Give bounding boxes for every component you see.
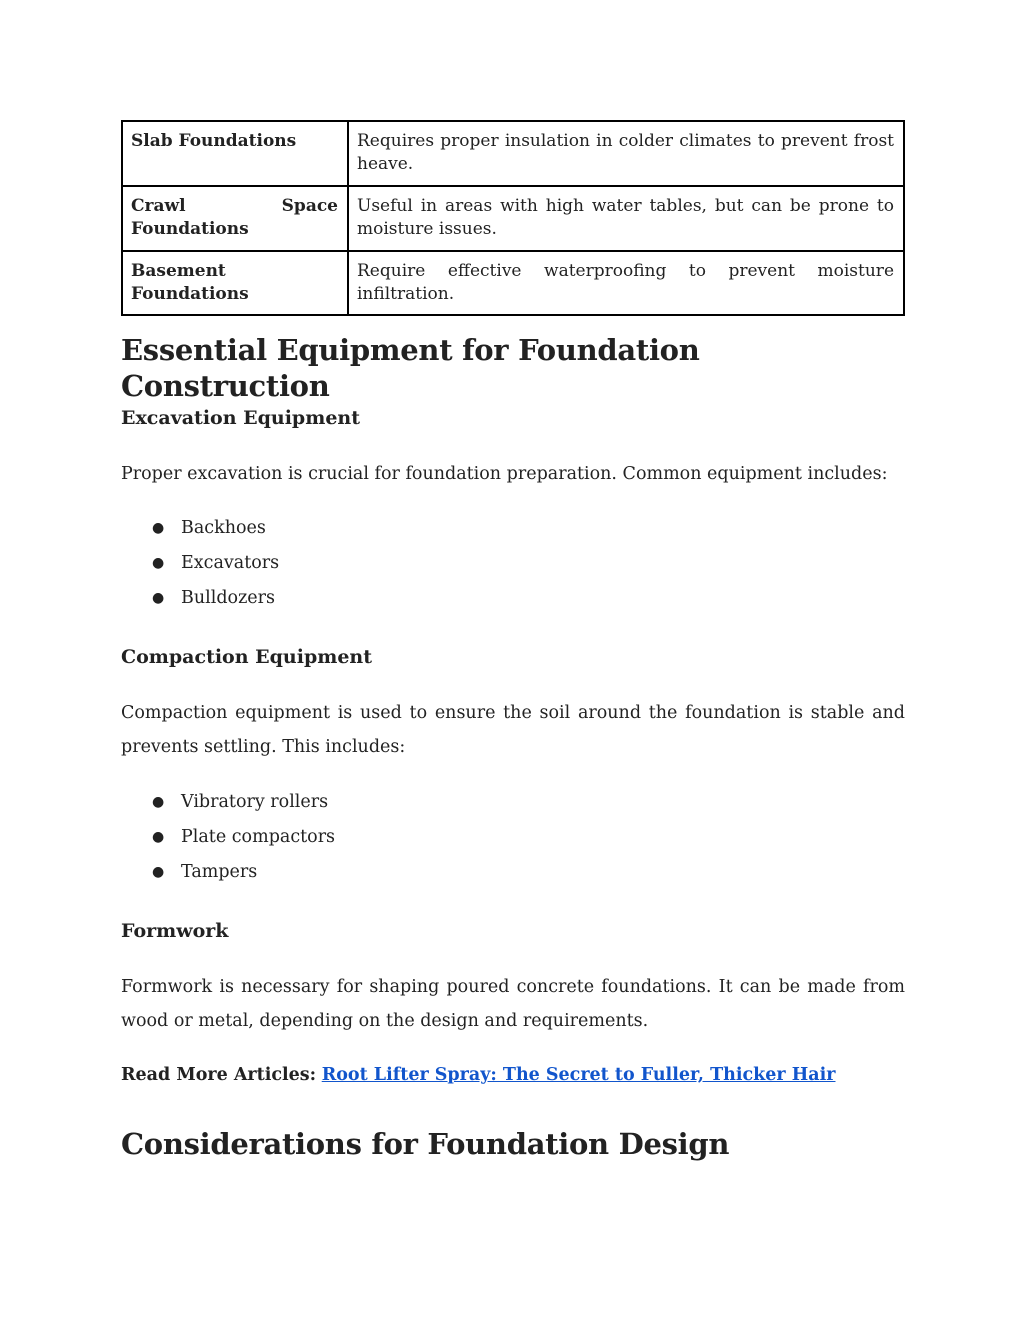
list-item: ● Excavators — [121, 546, 905, 581]
table-row — [122, 121, 904, 186]
bullet-icon: ● — [152, 520, 165, 536]
table-row — [122, 251, 904, 315]
list-item: ● Backhoes — [121, 511, 905, 546]
subheading-excavation: Excavation Equipment — [121, 407, 361, 429]
subheading-formwork: Formwork — [121, 920, 229, 942]
bullet-icon: ● — [152, 829, 165, 845]
read-more-line — [121, 1058, 905, 1092]
foundation-type-cell: Basement Foundations — [122, 251, 348, 315]
list-item: ● Tampers — [121, 855, 905, 890]
excavation-list — [121, 511, 905, 616]
bullet-icon: ● — [152, 864, 165, 880]
compaction-list — [121, 785, 905, 890]
subheading-compaction: Compaction Equipment — [121, 646, 373, 668]
document-page — [121, 120, 905, 1161]
foundation-desc-cell: Requires proper insulation in colder climates to prevent frost heave. — [348, 121, 904, 186]
foundation-type-cell: Slab Foundations — [122, 121, 348, 186]
list-item: ● Plate compactors — [121, 820, 905, 855]
excavation-paragraph: Proper excavation is crucial for foundation preparation. Common equipment includes: — [121, 464, 888, 484]
read-more-link[interactable]: Root Lifter Spray: The Secret to Fuller, Thicker Hair — [321, 1065, 836, 1085]
list-item: ● Bulldozers — [121, 581, 905, 616]
section-heading-design: Considerations for Foundation Design — [121, 1127, 730, 1161]
foundation-desc-cell: Useful in areas with high water tables, but can be prone to moisture issues. — [348, 186, 904, 251]
compaction-paragraph: Compaction equipment is used to ensure the soil around the foundation is stable and prevents settling. This includes: — [121, 703, 905, 757]
bullet-icon: ● — [152, 794, 165, 810]
foundation-types-table — [121, 120, 905, 316]
formwork-paragraph: Formwork is necessary for shaping poured concrete foundations. It can be made from wood or metal, depending on the design and requirements. — [121, 977, 905, 1031]
list-item: ● Vibratory rollers — [121, 785, 905, 820]
table-row — [122, 186, 904, 251]
foundation-type-cell: Crawl Space Foundations — [122, 186, 348, 251]
bullet-icon: ● — [152, 590, 165, 606]
section-heading-equipment: Essential Equipment for Foundation Construction — [121, 333, 700, 403]
bullet-icon: ● — [152, 555, 165, 571]
read-more-label: Read More Articles: — [121, 1065, 317, 1085]
foundation-desc-cell: Require effective waterproofing to prevent moisture infiltration. — [348, 251, 904, 315]
